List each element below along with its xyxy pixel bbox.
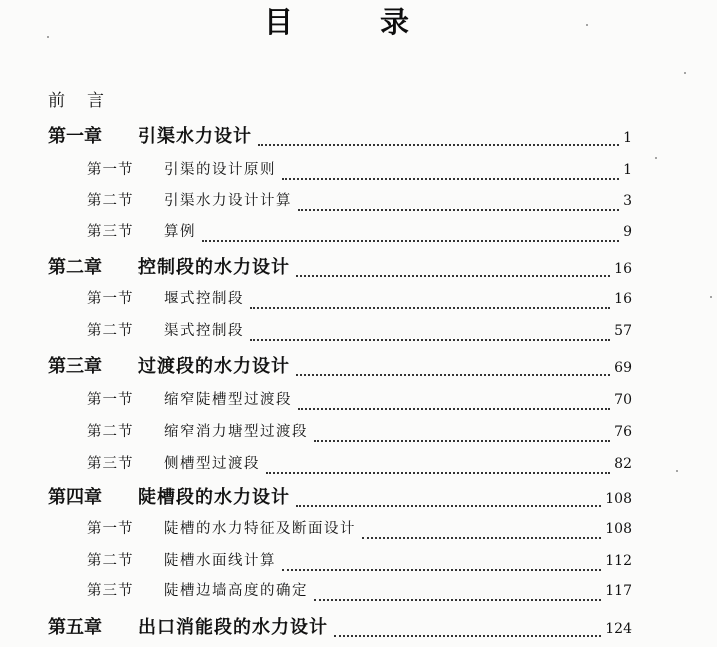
toc-chapter-2 <box>48 255 632 281</box>
page-number: 16 <box>614 291 632 307</box>
page-number: 9 <box>623 224 632 240</box>
section-title: 缩窄消力塘型过渡段 <box>164 424 308 440</box>
section-label: 第一节 <box>87 392 134 408</box>
dot-leader <box>250 339 610 341</box>
page-title <box>0 4 717 44</box>
section-label: 第二节 <box>87 323 134 339</box>
scan-speck <box>655 157 657 159</box>
page-number: 76 <box>614 424 632 440</box>
dot-leader <box>362 537 601 539</box>
section-label: 第一节 <box>87 162 134 178</box>
page-number: 124 <box>605 621 632 637</box>
dot-leader <box>296 275 610 277</box>
toc-section-4-3 <box>87 579 632 605</box>
page-number: 117 <box>605 583 632 599</box>
toc-section-4-2 <box>87 549 632 575</box>
scan-speck <box>47 36 49 38</box>
section-label: 第三节 <box>87 456 134 472</box>
scan-speck <box>676 470 678 472</box>
section-title: 堰式控制段 <box>164 291 244 307</box>
scan-speck <box>684 72 686 74</box>
chapter-label: 第三章 <box>48 356 102 377</box>
foreword-char-2: 言 <box>87 91 106 111</box>
toc-chapter-4 <box>48 485 632 511</box>
foreword-heading <box>48 90 106 112</box>
chapter-title: 过渡段的水力设计 <box>138 356 290 377</box>
page-number: 3 <box>623 193 632 209</box>
chapter-label: 第四章 <box>48 487 102 508</box>
chapter-label: 第五章 <box>48 617 102 638</box>
page-title-char-2: 录 <box>380 5 410 39</box>
toc-chapter-5 <box>48 615 632 641</box>
section-title: 缩窄陡槽型过渡段 <box>164 392 292 408</box>
chapter-label: 第一章 <box>48 126 102 147</box>
toc-chapter-3 <box>48 354 632 380</box>
section-title: 侧槽型过渡段 <box>164 456 260 472</box>
dot-leader <box>298 408 610 410</box>
page-number: 70 <box>614 392 632 408</box>
page-number: 108 <box>605 521 632 537</box>
section-title: 陡槽边墙高度的确定 <box>164 583 308 599</box>
dot-leader <box>314 599 601 601</box>
chapter-title: 陡槽段的水力设计 <box>138 487 290 508</box>
section-label: 第二节 <box>87 553 134 569</box>
toc-section-1-1 <box>87 158 632 184</box>
section-label: 第三节 <box>87 224 134 240</box>
dot-leader <box>258 144 619 146</box>
toc-section-4-1 <box>87 517 632 543</box>
chapter-label: 第二章 <box>48 257 102 278</box>
dot-leader <box>314 440 610 442</box>
chapter-title: 出口消能段的水力设计 <box>138 617 328 638</box>
page-number: 108 <box>605 491 632 507</box>
section-title: 引渠的设计原则 <box>164 162 276 178</box>
section-title: 渠式控制段 <box>164 323 244 339</box>
toc-section-2-1 <box>87 287 632 313</box>
section-title: 算例 <box>164 224 196 240</box>
toc-section-1-2 <box>87 189 632 215</box>
page-title-char-1: 目 <box>264 5 294 39</box>
scan-speck <box>710 296 712 298</box>
foreword-char-1: 前 <box>48 91 67 111</box>
section-title: 引渠水力设计计算 <box>164 193 292 209</box>
page-number: 16 <box>614 261 632 277</box>
page-number: 57 <box>614 323 632 339</box>
toc-section-2-2 <box>87 319 632 345</box>
section-title: 陡槽的水力特征及断面设计 <box>164 521 356 537</box>
page-number: 1 <box>623 130 632 146</box>
scan-speck <box>586 24 588 26</box>
page-number: 82 <box>614 456 632 472</box>
section-label: 第一节 <box>87 291 134 307</box>
toc-chapter-1 <box>48 124 632 150</box>
dot-leader <box>282 178 619 180</box>
page-number: 112 <box>605 553 632 569</box>
dot-leader <box>202 240 619 242</box>
dot-leader <box>296 505 601 507</box>
page-number: 69 <box>614 360 632 376</box>
chapter-title: 引渠水力设计 <box>138 126 252 147</box>
toc-section-3-1 <box>87 388 632 414</box>
toc-section-3-3 <box>87 452 632 478</box>
dot-leader <box>334 635 601 637</box>
section-label: 第一节 <box>87 521 134 537</box>
page-number: 1 <box>623 162 632 178</box>
dot-leader <box>296 374 610 376</box>
dot-leader <box>298 209 619 211</box>
chapter-title: 控制段的水力设计 <box>138 257 290 278</box>
dot-leader <box>250 307 610 309</box>
dot-leader <box>266 472 610 474</box>
dot-leader <box>282 569 601 571</box>
section-label: 第三节 <box>87 583 134 599</box>
section-label: 第二节 <box>87 424 134 440</box>
section-title: 陡槽水面线计算 <box>164 553 276 569</box>
toc-section-3-2 <box>87 420 632 446</box>
toc-section-1-3 <box>87 220 632 246</box>
section-label: 第二节 <box>87 193 134 209</box>
